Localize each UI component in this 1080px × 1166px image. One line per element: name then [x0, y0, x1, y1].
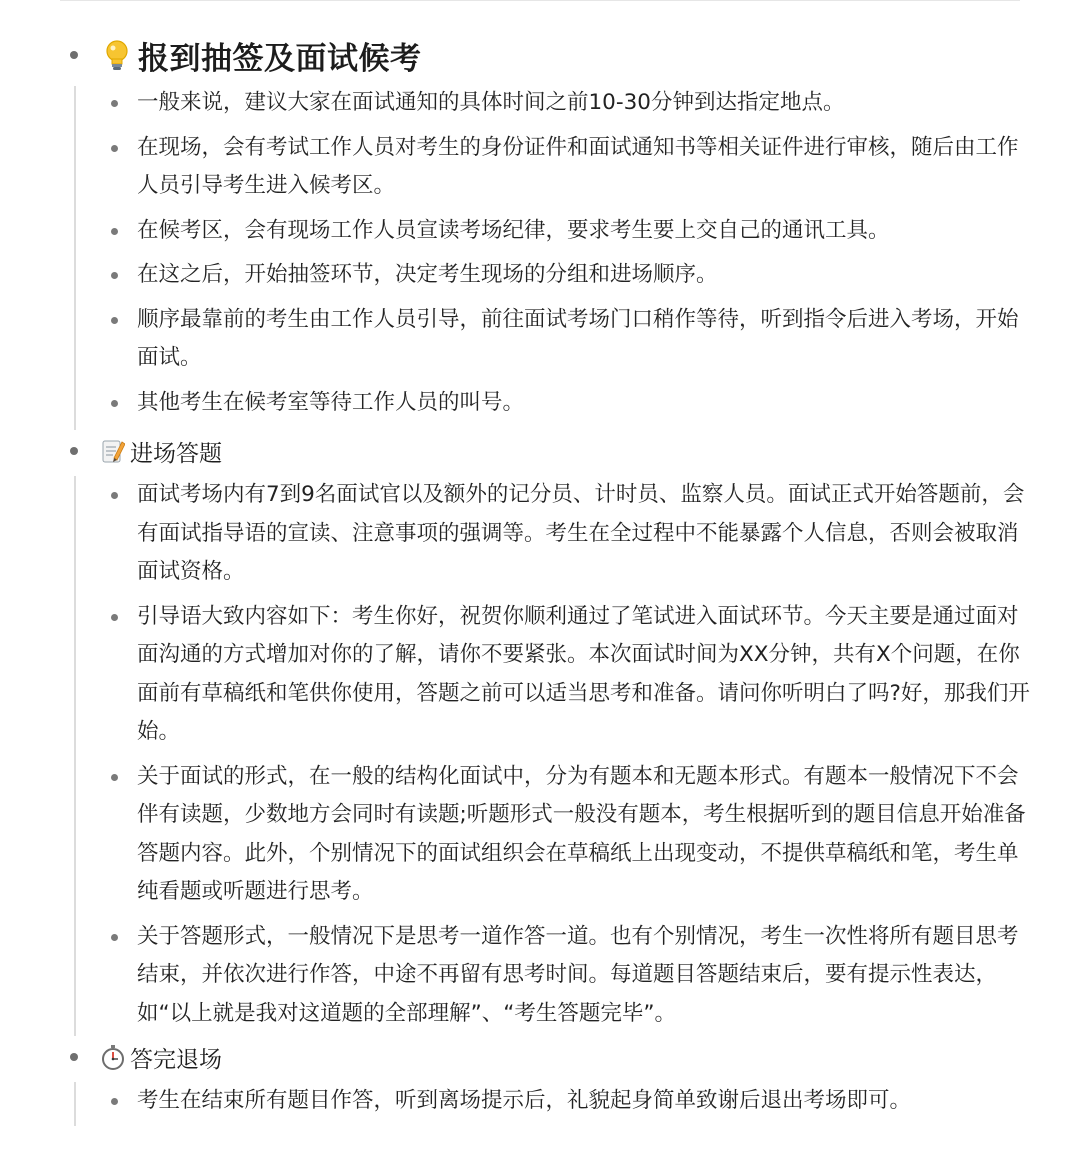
- bullet-dot: [111, 492, 118, 499]
- list-item: 顺序最靠前的考生由工作人员引导，前往面试考场门口稍作等待，听到指令后进入考场，开始面试。: [110, 301, 1030, 378]
- list-item: 在这之后，开始抽签环节，决定考生现场的分组和进场顺序。: [110, 256, 1030, 295]
- bullet-dot: [111, 228, 118, 235]
- section-title: 报到抽签及面试候考: [138, 40, 422, 77]
- memo-icon: [100, 438, 126, 464]
- bullet-dot: [111, 1098, 118, 1105]
- section-heading-exit: [70, 1040, 222, 1074]
- section-title: 进场答题: [130, 440, 222, 467]
- bullet-dot: [111, 100, 118, 107]
- list-item: 其他考生在候考室等待工作人员的叫号。: [110, 384, 1030, 423]
- light-bulb-icon: [100, 37, 134, 73]
- list-item: 在现场，会有考试工作人员对考生的身份证件和面试通知书等相关证件进行审核，随后由工作人员引导考生进入候考区。: [110, 129, 1030, 206]
- list-item: 在候考区，会有现场工作人员宣读考场纪律，要求考生要上交自己的通讯工具。: [110, 212, 1030, 251]
- section-list-exit: [110, 1082, 1030, 1127]
- list-item: 考生在结束所有题目作答，听到离场提示后，礼貌起身简单致谢后退出考场即可。: [110, 1082, 1030, 1121]
- stopwatch-icon: [100, 1044, 126, 1070]
- bullet-dot: [111, 774, 118, 781]
- bullet-dot: [111, 317, 118, 324]
- section-guide-line: [74, 1082, 76, 1126]
- section-list-checkin: [110, 84, 1030, 428]
- list-item: 面试考场内有7到9名面试官以及额外的记分员、计时员、监察人员。面试正式开始答题前，会有面试指导语的宣读、注意事项的强调等。考生在全过程中不能暴露个人信息，否则会被取消面试资格。: [110, 476, 1030, 592]
- section-guide-line: [74, 476, 76, 1036]
- bullet-dot: [111, 614, 118, 621]
- section-guide-line: [74, 86, 76, 430]
- outer-bullet: [70, 447, 78, 455]
- top-divider: [60, 0, 1020, 1]
- bullet-dot: [111, 145, 118, 152]
- bullet-dot: [111, 400, 118, 407]
- section-heading-checkin: [70, 34, 422, 76]
- list-item: 一般来说，建议大家在面试通知的具体时间之前10-30分钟到达指定地点。: [110, 84, 1030, 123]
- list-item: 关于答题形式，一般情况下是思考一道作答一道。也有个别情况，考生一次性将所有题目思考结束，并依次进行作答，中途不再留有思考时间。每道题目答题结束后，要有提示性表达，如“以上就是我对这道题的全部理解”、“考生答题完毕”。: [110, 918, 1030, 1034]
- section-heading-answering: [70, 434, 222, 468]
- outer-bullet: [70, 1053, 78, 1061]
- list-item: 关于面试的形式，在一般的结构化面试中，分为有题本和无题本形式。有题本一般情况下不会伴有读题，少数地方会同时有读题;听题形式一般没有题本，考生根据听到的题目信息开始准备答题内容。此外，个别情况下的面试组织会在草稿纸上出现变动，不提供草稿纸和笔，考生单纯看题或听题进行思考。: [110, 758, 1030, 912]
- section-title: 答完退场: [130, 1046, 222, 1073]
- list-item: 引导语大致内容如下：考生你好，祝贺你顺利通过了笔试进入面试环节。今天主要是通过面对面沟通的方式增加对你的了解，请你不要紧张。本次面试时间为XX分钟，共有X个问题，在你面前有草稿纸和笔供你使用，答题之前可以适当思考和准备。请问你听明白了吗?好，那我们开始。: [110, 598, 1030, 752]
- outer-bullet: [70, 51, 78, 59]
- bullet-dot: [111, 272, 118, 279]
- section-list-answering: [110, 476, 1030, 1039]
- bullet-dot: [111, 934, 118, 941]
